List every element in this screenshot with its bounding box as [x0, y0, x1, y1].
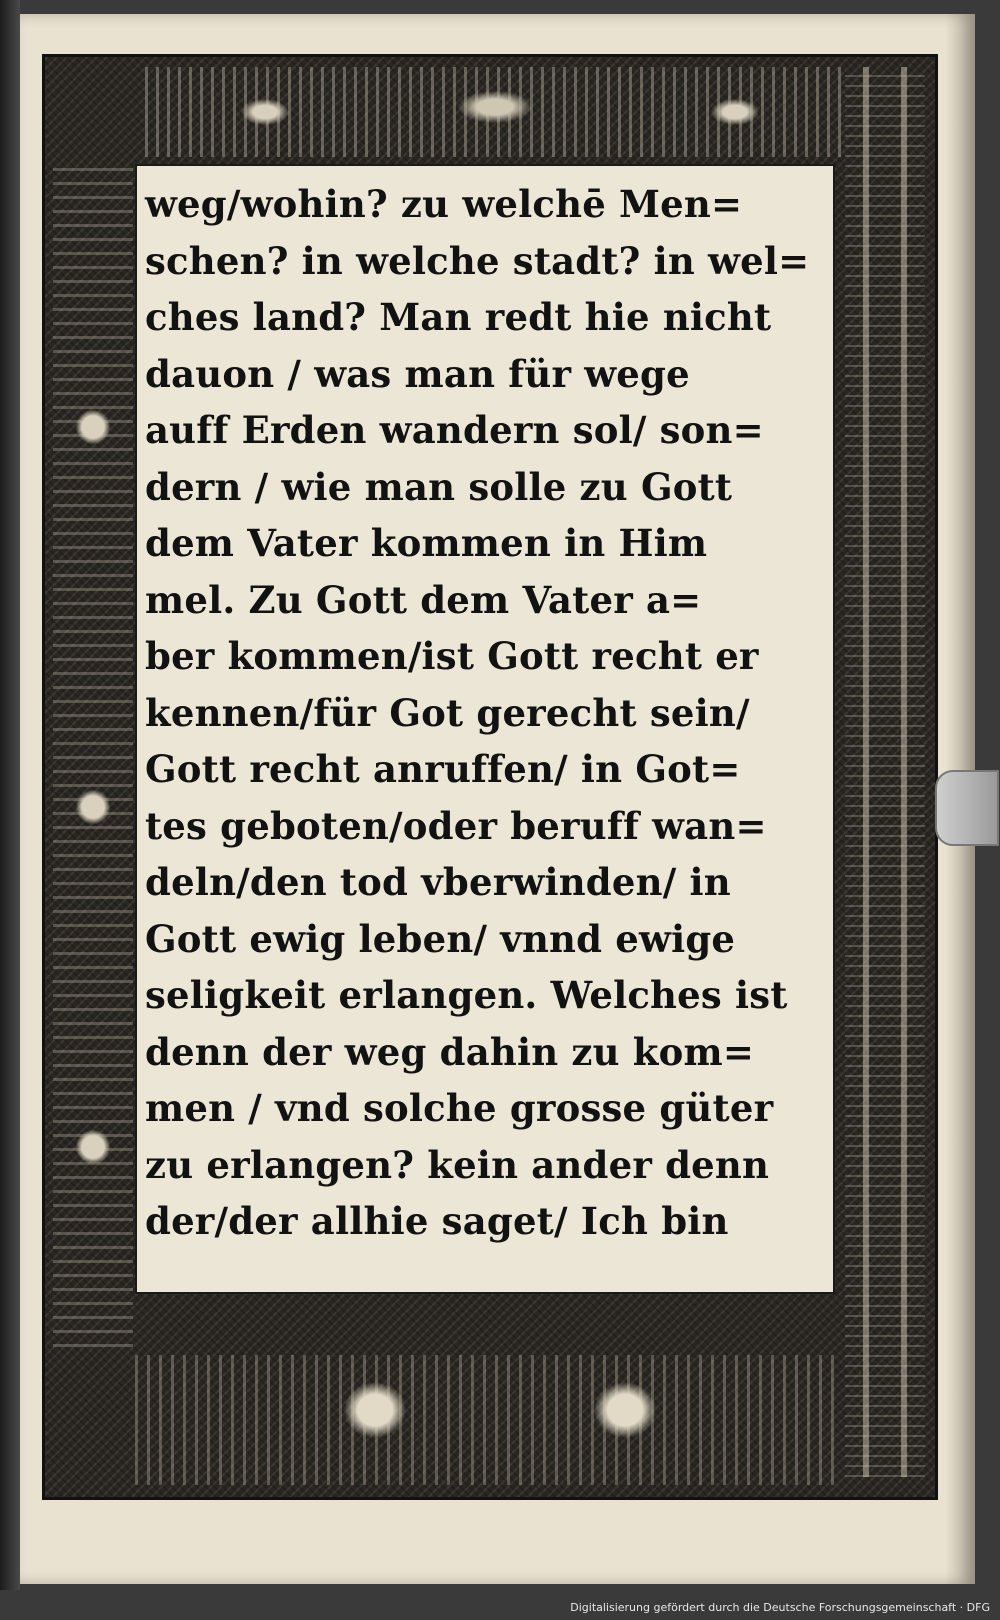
text-line: men / vnd solche grosse güter	[145, 1086, 774, 1130]
text-line: denn der weg dahin zu kom=	[145, 1029, 755, 1074]
text-line: mel. Zu Gott dem Vater a=	[145, 577, 702, 622]
book-page	[20, 14, 975, 1584]
border-left-ornament	[53, 167, 133, 1347]
text-line: der/der allhie saget/ Ich bin	[145, 1199, 729, 1243]
text-line: deln/den tod vberwinden/ in	[145, 860, 731, 904]
text-line: seligkeit erlangen. Welches ist	[145, 973, 788, 1017]
text-line: ches land? Man redt hie nicht	[145, 295, 772, 339]
scan-left-edge	[0, 0, 20, 1590]
text-line: dern / wie man solle zu Gott	[145, 464, 733, 509]
text-line: Gott recht anruffen/ in Got=	[145, 747, 741, 791]
text-line: weg/wohin? zu welchē Men=	[145, 182, 743, 226]
text-line: zu erlangen? kein ander denn	[145, 1142, 770, 1187]
text-line: kennen/für Got gerecht sein/	[145, 690, 750, 735]
text-block	[135, 164, 835, 1294]
text-line: schen? in welche stadt? in wel=	[145, 238, 810, 283]
text-line: dauon / was man für wege	[145, 351, 690, 396]
text-line: dem Vater kommen in Him	[145, 521, 708, 565]
border-bottom-cherubs	[135, 1355, 835, 1485]
text-line: tes geboten/oder beruff wan=	[145, 803, 767, 848]
text-line: auff Erden wandern sol/ son=	[145, 408, 764, 452]
text-line: ber kommen/ist Gott recht er	[145, 634, 759, 678]
text-line: Gott ewig leben/ vnnd ewige	[145, 916, 736, 961]
border-right-column	[845, 67, 925, 1477]
border-top-ornament	[145, 67, 845, 157]
digitization-credit: Digitalisierung gefördert durch die Deutsche Forschungsgemeinschaft · DFG	[570, 1601, 990, 1614]
page-clip	[935, 770, 999, 846]
